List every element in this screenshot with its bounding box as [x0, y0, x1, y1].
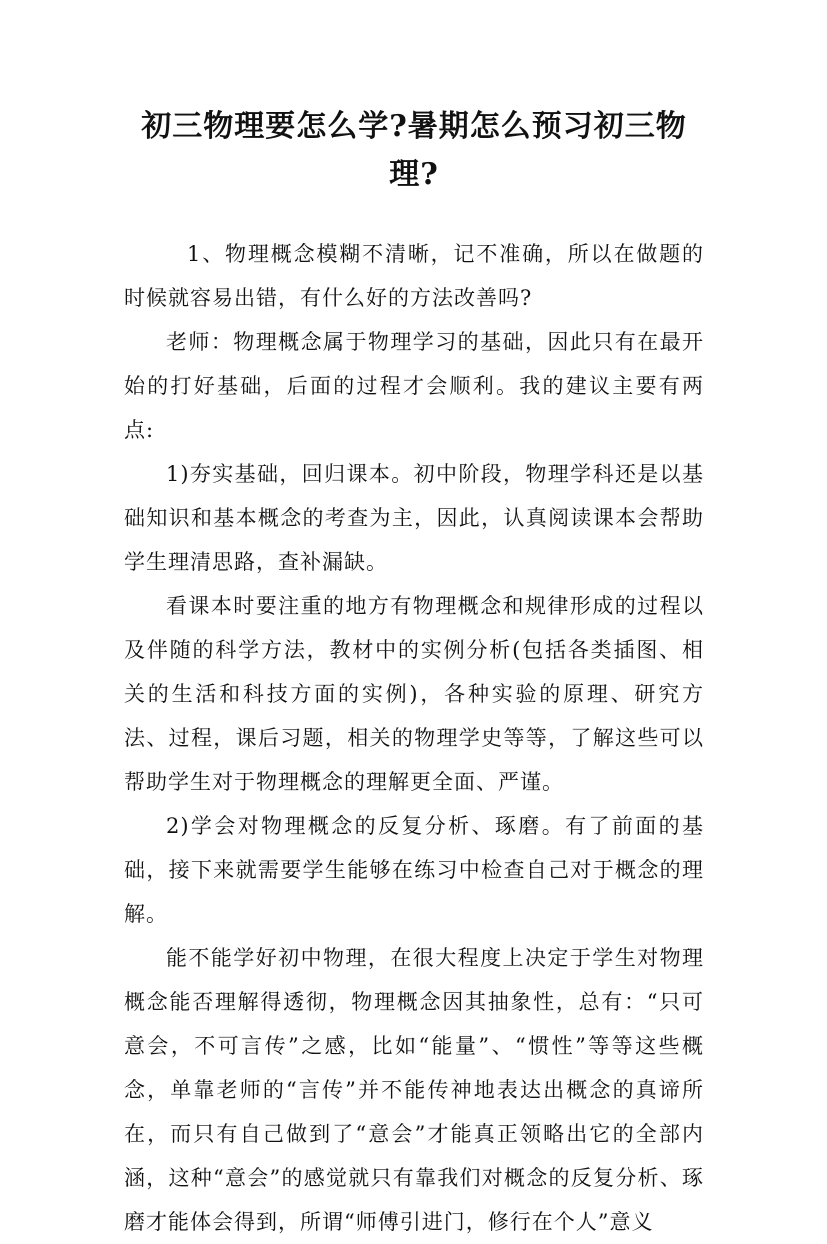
paragraph-point-2: 2)学会对物理概念的反复分析、琢磨。有了前面的基础，接下来就需要学生能够在练习中检查自己对于概念的理解。	[124, 814, 704, 926]
paragraph-understanding: 能不能学好初中物理，在很大程度上决定于学生对物理概念能否理解得透彻，物理概念因其抽象性，总有：“只可意会，不可言传”之感，比如“能量”、“惯性”等等这些概念，单靠老师的“言传”并不能传神地表达出概念的真谛所在，而只有自己做到了“意会”才能真正领略出它的全部内涵，这种“意会”的感觉就只有靠我们对概念的反复分析、琢磨才能体会得到，所谓“师傅引进门，修行在个人”意义	[124, 946, 704, 1234]
paragraph-teacher-answer: 老师：物理概念属于物理学习的基础，因此只有在最开始的打好基础，后面的过程才会顺利。我的建议主要有两点:	[124, 330, 704, 442]
paragraph-question: 1、物理概念模糊不清晰，记不准确，所以在做题的时候就容易出错，有什么好的方法改善吗?	[124, 242, 704, 310]
document-body	[124, 232, 704, 1244]
paragraph-point-1: 1)夯实基础，回归课本。初中阶段，物理学科还是以基础知识和基本概念的考查为主，因此，认真阅读课本会帮助学生理清思路，查补漏缺。	[124, 462, 704, 574]
document-title: 初三物理要怎么学?暑期怎么预习初三物理?	[141, 109, 687, 192]
paragraph-textbook-focus: 看课本时要注重的地方有物理概念和规律形成的过程以及伴随的科学方法，教材中的实例分析(包括各类插图、相关的生活和科技方面的实例)，各种实验的原理、研究方法、过程，课后习题，相关的物理学史等等，了解这些可以帮助学生对于物理概念的理解更全面、严谨。	[124, 594, 704, 794]
